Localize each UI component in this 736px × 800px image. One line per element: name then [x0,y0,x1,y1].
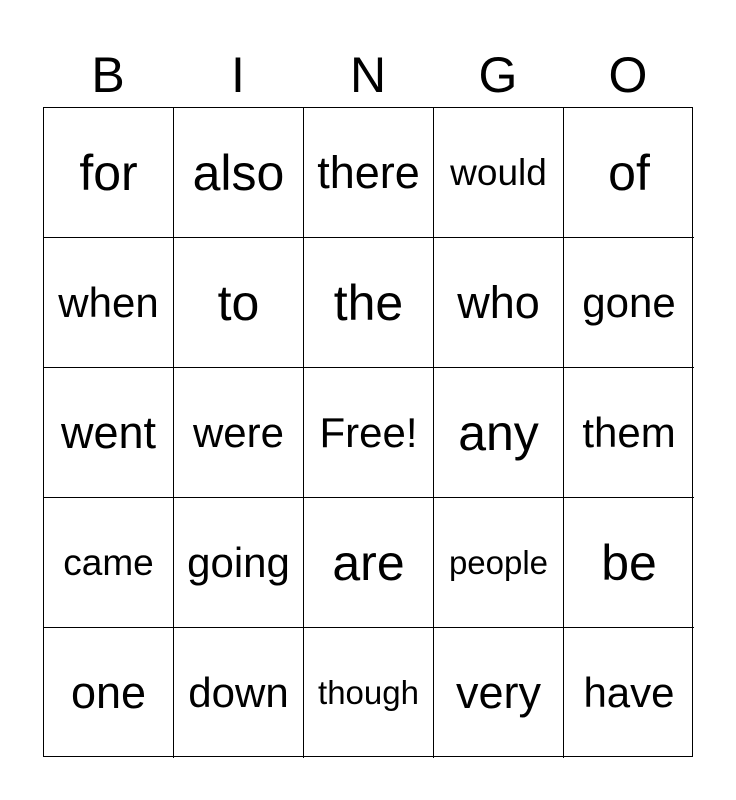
bingo-cell[interactable]: going [174,498,304,628]
bingo-cell[interactable]: them [564,368,694,498]
bingo-cell[interactable]: one [44,628,174,758]
bingo-cell[interactable]: have [583,669,675,716]
bingo-cell[interactable]: who [434,238,564,368]
bingo-cell[interactable]: are [304,498,434,628]
bingo-cell[interactable]: very [434,628,564,758]
header-letter-i: I [231,47,245,103]
bingo-board [43,107,693,757]
header-letter-n: N [349,47,387,103]
bingo-cell[interactable]: to [174,238,304,368]
bingo-cell[interactable]: of [564,108,694,238]
bingo-cell[interactable]: were [174,368,304,498]
bingo-cell[interactable]: people [434,498,564,628]
bingo-cell[interactable]: though [304,628,434,758]
bingo-cell[interactable]: would [434,108,564,238]
bingo-cell[interactable]: the [304,238,434,368]
bingo-cell[interactable]: came [44,498,174,628]
bingo-cell[interactable]: also [174,108,304,238]
bingo-cell[interactable]: any [434,368,564,498]
bingo-header [43,42,693,108]
bingo-cell[interactable]: when [44,238,174,368]
header-letter-b: B [91,47,125,103]
bingo-cell[interactable]: be [564,498,694,628]
bingo-cell[interactable]: gone [564,238,694,368]
bingo-cell[interactable]: there [304,108,434,238]
free-space-cell[interactable]: Free! [304,368,434,498]
bingo-cell[interactable]: for [44,108,174,238]
header-letter-g: G [478,47,518,103]
header-letter-o: O [608,47,648,103]
bingo-cell[interactable]: went [44,368,174,498]
bingo-cell[interactable]: down [174,628,304,758]
